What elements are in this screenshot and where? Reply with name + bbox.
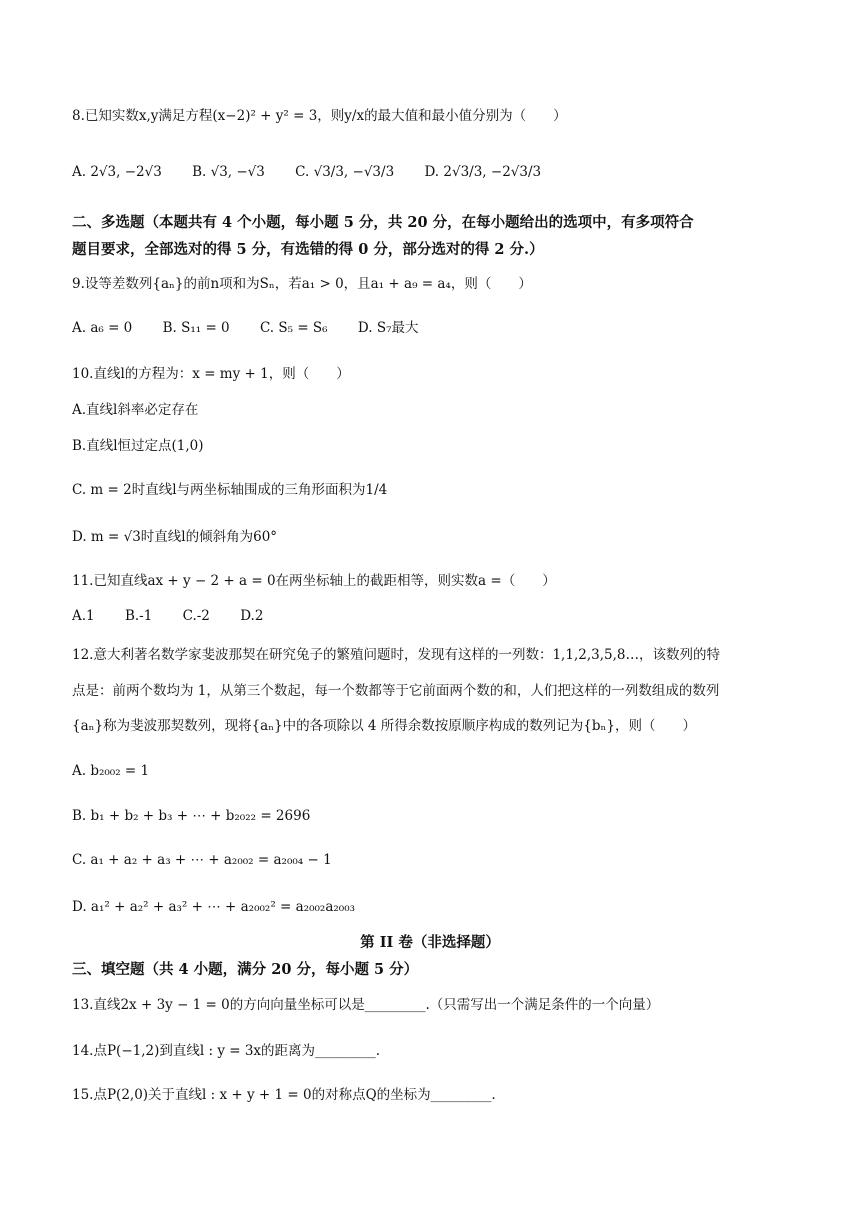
q11-option-c: C.-2 [182, 608, 210, 624]
question-11-stem: 11.已知直线ax + y − 2 + a = 0在两坐标轴上的截距相等，则实数a =（ ） [72, 573, 556, 589]
question-12-stem-line-3: {aₙ}称为斐波那契数列，现将{aₙ}中的各项除以 4 所得余数按原顺序构成的数列记为{bₙ}，则（ ） [72, 718, 696, 734]
question-14-stem: 14.点P(−1,2)到直线l : y = 3x的距离为_________. [72, 1043, 381, 1059]
question-13-stem: 13.直线2x + 3y − 1 = 0的方向向量坐标可以是_________.（只需写出一个满足条件的一个向量） [72, 997, 660, 1013]
section-3-heading: 三、填空题（共 4 小题，满分 20 分，每小题 5 分） [72, 961, 419, 978]
q8-option-d: D. 2√3/3, −2√3/3 [424, 164, 542, 180]
question-8-stem: 8.已知实数x,y满足方程(x−2)² + y² = 3，则y/x的最大值和最小值分别为（ ） [72, 108, 567, 124]
q11-option-a: A.1 [72, 608, 95, 624]
part-2-title: 第 II 卷（非选择题） [360, 934, 500, 951]
q9-option-a: A. a₆ = 0 [72, 320, 133, 336]
question-10-stem: 10.直线l的方程为：x = my + 1，则（ ） [72, 366, 350, 382]
q9-option-b: B. S₁₁ = 0 [162, 320, 230, 336]
question-12-stem-line-1: 12.意大利著名数学家斐波那契在研究兔子的繁殖问题时，发现有这样的一列数：1,1,2,3,5,8…，该数列的特 [72, 647, 720, 663]
section-2-heading-line-2: 题目要求，全部选对的得 5 分，有选错的得 0 分，部分选对的得 2 分.） [72, 241, 544, 258]
q10-option-b: B.直线l恒过定点(1,0) [72, 438, 204, 454]
q12-option-a: A. b₂₀₀₂ = 1 [72, 763, 150, 779]
q10-option-a: A.直线l斜率必定存在 [72, 402, 199, 418]
q11-option-d: D.2 [240, 608, 264, 624]
q9-option-c: C. S₅ = S₆ [259, 320, 328, 336]
q8-option-a: A. 2√3, −2√3 [72, 164, 162, 180]
q10-option-d: D. m = √3时直线l的倾斜角为60° [72, 529, 278, 545]
q12-option-d: D. a₁² + a₂² + a₃² + ⋯ + a₂₀₀₂² = a₂₀₀₂a₂₀₀₃ [72, 899, 356, 915]
q10-option-c: C. m = 2时直线l与两坐标轴围成的三角形面积为1/4 [72, 482, 388, 498]
q12-option-c: C. a₁ + a₂ + a₃ + ⋯ + a₂₀₀₂ = a₂₀₀₄ − 1 [72, 852, 332, 868]
q9-option-d: D. S₇最大 [357, 320, 419, 336]
q8-option-b: B. √3, −√3 [192, 164, 265, 180]
question-8-options [72, 160, 800, 184]
q11-option-b: B.-1 [124, 608, 153, 624]
section-2-heading-line-1: 二、多选题（本题共有 4 个小题，每小题 5 分，共 20 分，在每小题给出的选项中，有多项符合 [72, 214, 694, 231]
question-11-options [72, 604, 800, 628]
question-9-options [72, 316, 800, 340]
question-9-stem: 9.设等差数列{aₙ}的前n项和为Sₙ，若a₁ > 0，且a₁ + a₉ = a₄，则（ ） [72, 276, 532, 292]
q12-option-b: B. b₁ + b₂ + b₃ + ⋯ + b₂₀₂₂ = 2696 [72, 808, 311, 824]
question-12-stem-line-2: 点是：前两个数均为 1，从第三个数起，每一个数都等于它前面两个数的和，人们把这样的一列数组成的数列 [72, 683, 720, 699]
q8-option-c: C. √3/3, −√3/3 [295, 164, 395, 180]
question-15-stem: 15.点P(2,0)关于直线l : x + y + 1 = 0的对称点Q的坐标为_________. [72, 1087, 496, 1103]
